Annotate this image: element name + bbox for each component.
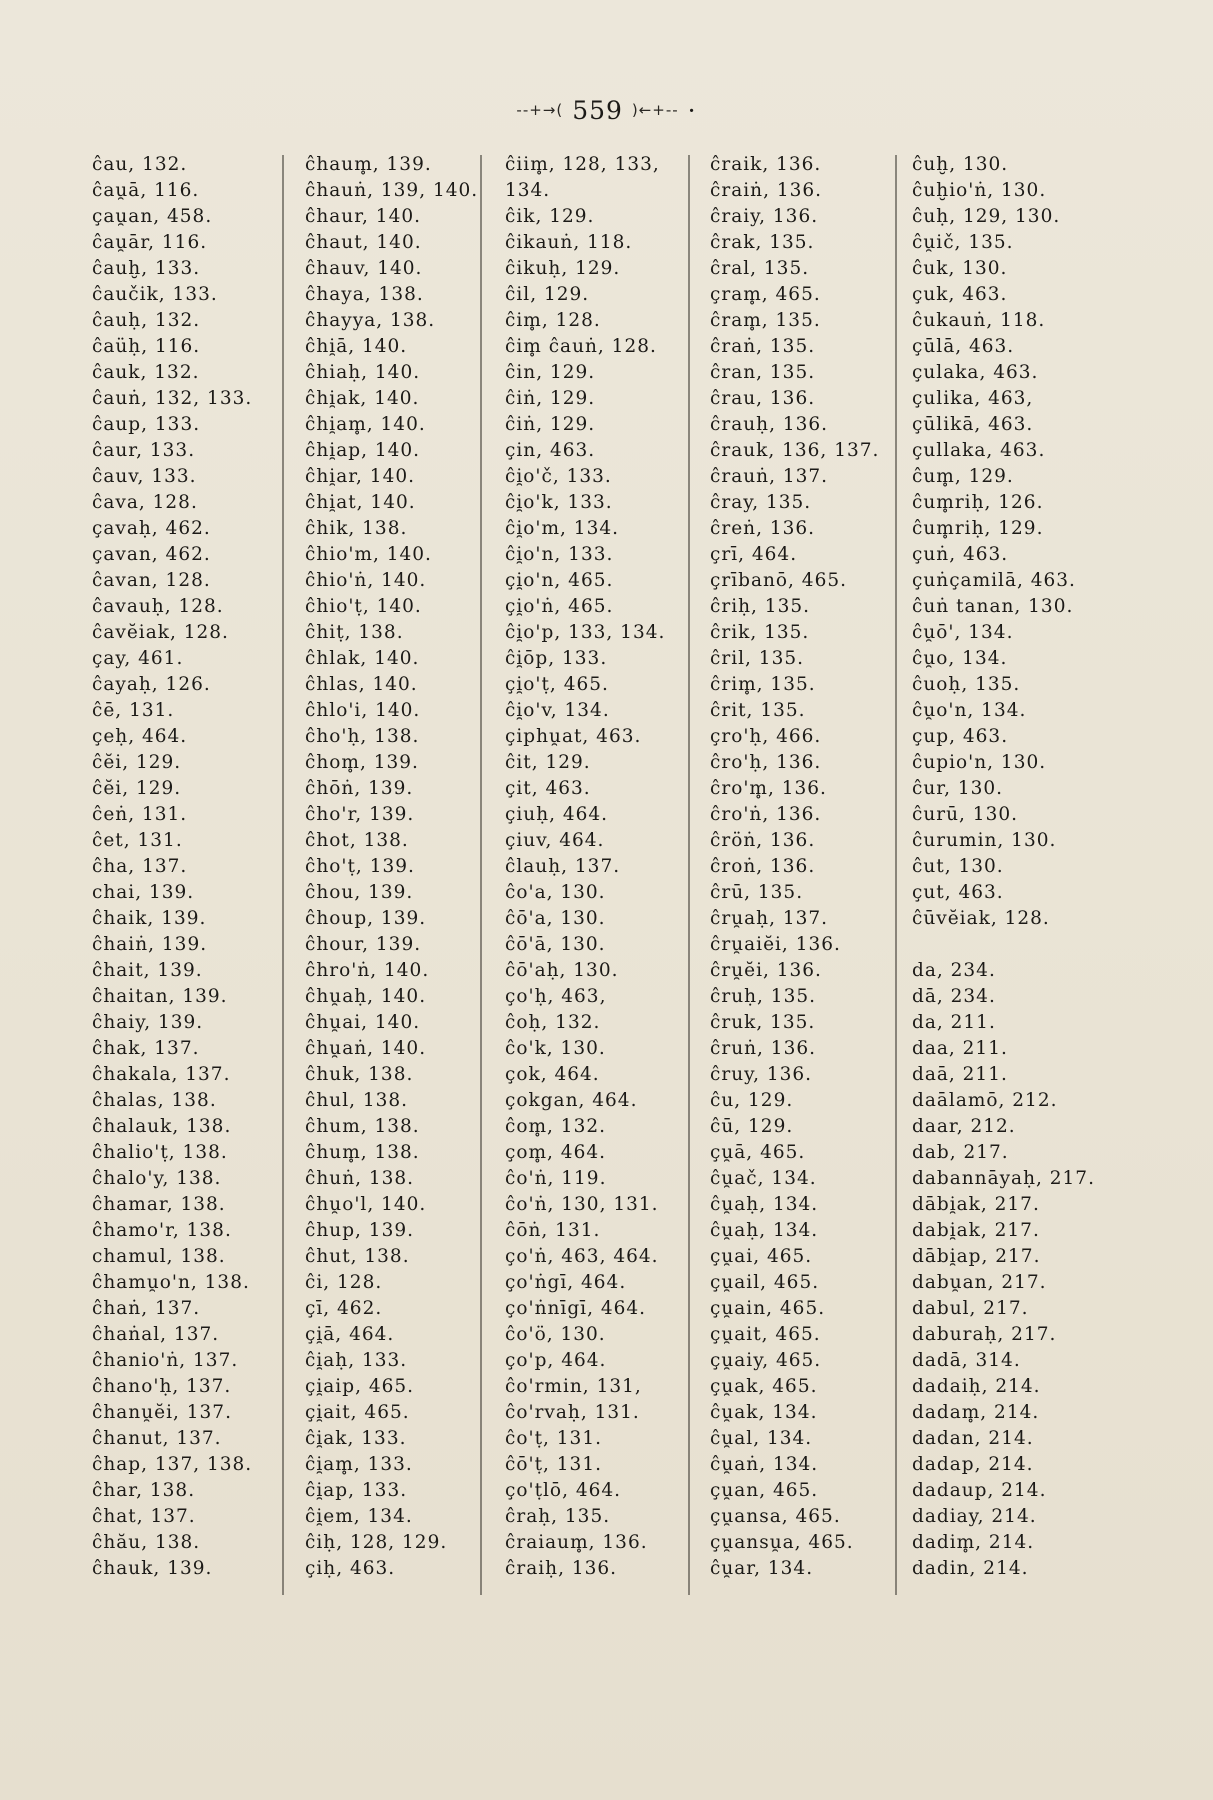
index-entry: ĉhat, 137. bbox=[92, 1506, 196, 1527]
index-entry: ĉhup, 139. bbox=[305, 1220, 414, 1241]
index-entry: ĉroṅ, 136. bbox=[710, 856, 816, 877]
index-entry: çiuḥ, 464. bbox=[505, 804, 609, 825]
index-entry: ĉhauk, 139. bbox=[92, 1558, 213, 1579]
index-entry: ĉu̯ak, 134. bbox=[710, 1402, 818, 1423]
index-entry: çu̯aiy, 465. bbox=[710, 1350, 822, 1371]
column-divider-2 bbox=[480, 155, 482, 1595]
index-entry: ĉhaut, 140. bbox=[305, 232, 422, 253]
index-entry: ĉil, 129. bbox=[505, 284, 590, 305]
index-entry: ĉūvĕiak, 128. bbox=[912, 908, 1050, 929]
index-entry: ĉhlas, 140. bbox=[305, 674, 418, 695]
index-entry: ĉraṅ, 135. bbox=[710, 336, 816, 357]
index-entry: çu̯ansa, 465. bbox=[710, 1506, 841, 1527]
index-entry: çu̯ā, 465. bbox=[710, 1142, 806, 1163]
index-entry: ço'ṅnīgī, 464. bbox=[505, 1298, 647, 1319]
index-entry: ĉhik, 138. bbox=[305, 518, 408, 539]
index-entry: da, 234. bbox=[912, 960, 996, 981]
index-entry: çrī, 464. bbox=[710, 544, 798, 565]
index-entry: dab, 217. bbox=[912, 1142, 1009, 1163]
index-entry: 134. bbox=[505, 180, 551, 201]
index-entry: dābi̯ak, 217. bbox=[912, 1194, 1040, 1215]
index-entry: çi̯o'ṅ, 465. bbox=[505, 596, 614, 617]
index-entry: çiphu̯at, 463. bbox=[505, 726, 642, 747]
index-entry: ço'ṅ, 463, 464. bbox=[505, 1246, 659, 1267]
index-entry: çi̯o'ṭ, 465. bbox=[505, 674, 609, 695]
index-entry: ĉauḥ, 132. bbox=[92, 310, 201, 331]
index-entry: ĉru̯ĕi, 136. bbox=[710, 960, 822, 981]
index-entry: ĉo'rmin, 131, bbox=[505, 1376, 642, 1397]
index-entry: ĉiḥ, 128, 129. bbox=[305, 1532, 448, 1553]
index-entry: ĉrak, 135. bbox=[710, 232, 815, 253]
index-entry: ĉhut, 138. bbox=[305, 1246, 410, 1267]
index-entry: dabi̯ak, 217. bbox=[912, 1220, 1040, 1241]
index-entry: ĉayaḥ, 126. bbox=[92, 674, 211, 695]
index-entry: ĉran, 135. bbox=[710, 362, 816, 383]
index-entry: ĉhaiy, 139. bbox=[92, 1012, 204, 1033]
index-entry: ĉhu̯o'l, 140. bbox=[305, 1194, 427, 1215]
index-entry: ĉut, 130. bbox=[912, 856, 1004, 877]
index-entry: ĉhaum̥, 139. bbox=[305, 154, 432, 175]
index-entry: dabu̯an, 217. bbox=[912, 1272, 1047, 1293]
index-entry: çay, 461. bbox=[92, 648, 184, 669]
index-entry: ĉo'k, 130. bbox=[505, 1038, 606, 1059]
index-entry: dābi̯ap, 217. bbox=[912, 1246, 1041, 1267]
index-entry: ĉi̯ak, 133. bbox=[305, 1428, 407, 1449]
index-entry: daā, 211. bbox=[912, 1064, 1008, 1085]
index-entry: ĉhum, 138. bbox=[305, 1116, 420, 1137]
index-entry: ĉhanio'ṅ, 137. bbox=[92, 1350, 239, 1371]
index-entry: da, 211. bbox=[912, 1012, 996, 1033]
index-entry: ĉu̯o, 134. bbox=[912, 648, 1008, 669]
index-entry: ĉro'm̥, 136. bbox=[710, 778, 827, 799]
index-column-5 bbox=[912, 152, 1095, 1582]
index-entry: ĉim̥, 128. bbox=[505, 310, 601, 331]
index-entry: ço'p, 464. bbox=[505, 1350, 607, 1371]
index-entry: ĉaüḥ, 116. bbox=[92, 336, 201, 357]
index-entry: ĉavan, 128. bbox=[92, 570, 211, 591]
index-entry: ĉu̯ač, 134. bbox=[710, 1168, 817, 1189]
index-entry: dadaup, 214. bbox=[912, 1480, 1047, 1501]
index-entry: ĉuoḥ, 135. bbox=[912, 674, 1021, 695]
index-entry: çeḥ, 464. bbox=[92, 726, 188, 747]
index-entry: ĉu̯ar, 134. bbox=[710, 1558, 814, 1579]
index-entry: çulaka, 463. bbox=[912, 362, 1039, 383]
index-entry: ĉau̯ā, 116. bbox=[92, 180, 200, 201]
index-entry: ĉrauk, 136, 137. bbox=[710, 440, 880, 461]
index-entry: ĉu̯aḥ, 134. bbox=[710, 1220, 819, 1241]
index-entry: çiuv, 464. bbox=[505, 830, 605, 851]
index-entry: ĉraiḥ, 136. bbox=[505, 1558, 618, 1579]
index-entry: ĉo'ö, 130. bbox=[505, 1324, 606, 1345]
index-entry: ĉi̯ōp, 133. bbox=[505, 648, 608, 669]
index-entry: ĉhalo'y, 138. bbox=[92, 1168, 222, 1189]
index-entry: ĉau̯ār, 116. bbox=[92, 232, 208, 253]
index-entry: ĉrit, 135. bbox=[710, 700, 806, 721]
index-entry: daa, 211. bbox=[912, 1038, 1008, 1059]
index-entry: ĉum̥riḥ, 126. bbox=[912, 492, 1044, 513]
index-entry: ĉhi̯ap, 140. bbox=[305, 440, 421, 461]
index-entry: çūlā, 463. bbox=[912, 336, 1015, 357]
index-entry: ĉava, 128. bbox=[92, 492, 198, 513]
index-entry: ĉray, 135. bbox=[710, 492, 812, 513]
index-entry: ĉhaitan, 139. bbox=[92, 986, 228, 1007]
index-entry: çī, 462. bbox=[305, 1298, 383, 1319]
index-entry: çuṅçamilā, 463. bbox=[912, 570, 1076, 591]
index-entry: dabannāyaḥ, 217. bbox=[912, 1168, 1095, 1189]
index-entry: ĉhamar, 138. bbox=[92, 1194, 226, 1215]
index-entry: çu̯ail, 465. bbox=[710, 1272, 820, 1293]
index-entry: ĉauv, 133. bbox=[92, 466, 197, 487]
index-entry: ĉhio'ṭ, 140. bbox=[305, 596, 422, 617]
index-entry: ĉi, 128. bbox=[305, 1272, 383, 1293]
index-entry: ĉōṅ, 131. bbox=[505, 1220, 601, 1241]
index-entry: ĉupio'n, 130. bbox=[912, 752, 1047, 773]
column-divider-1 bbox=[282, 155, 284, 1595]
index-entry: çrībanō, 465. bbox=[710, 570, 847, 591]
index-entry: ĉi̯o'č, 133. bbox=[505, 466, 612, 487]
index-entry: ĉruḥ, 135. bbox=[710, 986, 816, 1007]
index-entry: ĉrim̥, 135. bbox=[710, 674, 816, 695]
index-entry: ĉhak, 137. bbox=[92, 1038, 200, 1059]
index-entry: ĉriḥ, 135. bbox=[710, 596, 810, 617]
index-entry: dadiay, 214. bbox=[912, 1506, 1037, 1527]
index-entry: çit, 463. bbox=[505, 778, 591, 799]
left-ornament: --+→( bbox=[516, 101, 564, 119]
index-entry: ĉha, 137. bbox=[92, 856, 188, 877]
page-number: 559 bbox=[572, 96, 623, 125]
index-entry: dabul, 217. bbox=[912, 1298, 1029, 1319]
page-header bbox=[0, 96, 1213, 125]
index-entry: çuṅ, 463. bbox=[912, 544, 1009, 565]
index-entry: ĉhi̯am̥, 140. bbox=[305, 414, 426, 435]
index-entry: çom̥, 464. bbox=[505, 1142, 606, 1163]
index-entry: ĉhro'ṅ, 140. bbox=[305, 960, 430, 981]
index-entry: ĉhauv, 140. bbox=[305, 258, 423, 279]
index-entry: ĉhom̥, 139. bbox=[305, 752, 419, 773]
index-entry: çro'ḥ, 466. bbox=[710, 726, 822, 747]
index-entry: ĉhalas, 138. bbox=[92, 1090, 217, 1111]
index-entry: ĉröṅ, 136. bbox=[710, 830, 816, 851]
header-dot: · bbox=[687, 96, 697, 125]
index-entry: ĉo'a, 130. bbox=[505, 882, 606, 903]
index-entry: ĉu̯o'n, 134. bbox=[912, 700, 1027, 721]
index-entry: çu̯an, 465. bbox=[710, 1480, 819, 1501]
index-entry: ĉurumin, 130. bbox=[912, 830, 1057, 851]
index-entry: ĉhlo'i, 140. bbox=[305, 700, 421, 721]
index-entry: ĉhău, 138. bbox=[92, 1532, 201, 1553]
index-entry: ĉhaṅ, 137. bbox=[92, 1298, 201, 1319]
index-column-2 bbox=[305, 152, 478, 1582]
index-entry: ĉrik, 135. bbox=[710, 622, 810, 643]
column-divider-4 bbox=[895, 155, 897, 1595]
index-entry: ĉrau, 136. bbox=[710, 388, 816, 409]
index-entry: ĉhio'ṅ, 140. bbox=[305, 570, 427, 591]
index-entry: ĉuḫ, 130. bbox=[912, 154, 1009, 175]
index-entry: ĉraḥ, 135. bbox=[505, 1506, 611, 1527]
index-entry: dadap, 214. bbox=[912, 1454, 1034, 1475]
index-entry: ĉhlak, 140. bbox=[305, 648, 420, 669]
right-ornament: )←+-- bbox=[631, 101, 679, 119]
index-entry: ço'ṅgī, 464. bbox=[505, 1272, 627, 1293]
index-entry: çu̯ain, 465. bbox=[710, 1298, 826, 1319]
index-entry: dadā, 314. bbox=[912, 1350, 1021, 1371]
index-entry: ĉhayya, 138. bbox=[305, 310, 436, 331]
index-entry: ĉuḥ, 129, 130. bbox=[912, 206, 1061, 227]
index-entry: ĉhu̯ai, 140. bbox=[305, 1012, 421, 1033]
index-entry: ĉhōṅ, 139. bbox=[305, 778, 414, 799]
index-entry: dadam̥, 214. bbox=[912, 1402, 1040, 1423]
index-entry: ĉit, 129. bbox=[505, 752, 591, 773]
index-entry: ĉreṅ, 136. bbox=[710, 518, 816, 539]
index-entry: çup, 463. bbox=[912, 726, 1009, 747]
index-entry: ĉi̯o'p, 133, 134. bbox=[505, 622, 666, 643]
index-entry: ĉu̯aḥ, 134. bbox=[710, 1194, 819, 1215]
index-entry: ĉi̯o'n, 133. bbox=[505, 544, 614, 565]
index-entry: ĉō'ā, 130. bbox=[505, 934, 606, 955]
index-entry: ĉo'ṭ, 131. bbox=[505, 1428, 602, 1449]
index-entry: çi̯ait, 465. bbox=[305, 1402, 410, 1423]
index-entry: çavaḥ, 462. bbox=[92, 518, 211, 539]
index-entry: ĉhio'm, 140. bbox=[305, 544, 432, 565]
index-entry: ĉavauḥ, 128. bbox=[92, 596, 224, 617]
index-entry: çūlikā, 463. bbox=[912, 414, 1034, 435]
index-entry: ĉhanut, 137. bbox=[92, 1428, 222, 1449]
index-entry: ĉho'ḥ, 138. bbox=[305, 726, 420, 747]
index-entry: ĉi̯o'v, 134. bbox=[505, 700, 610, 721]
index-entry: ĉo'ṅ, 130, 131. bbox=[505, 1194, 659, 1215]
index-entry: ĉruṅ, 136. bbox=[710, 1038, 816, 1059]
index-entry: ĉiṅ, 129. bbox=[505, 388, 596, 409]
index-entry: ĉū, 129. bbox=[710, 1116, 794, 1137]
index-entry: ĉu, 129. bbox=[710, 1090, 794, 1111]
index-entry: ĉuṅ tanan, 130. bbox=[912, 596, 1074, 617]
index-entry: ĉu̯ō', 134. bbox=[912, 622, 1014, 643]
index-entry: ĉhuṅ, 138. bbox=[305, 1168, 415, 1189]
index-entry: çavan, 462. bbox=[92, 544, 211, 565]
index-entry: ĉhamu̯o'n, 138. bbox=[92, 1272, 250, 1293]
index-entry: ĉum̥, 129. bbox=[912, 466, 1014, 487]
index-entry: çu̯ai, 465. bbox=[710, 1246, 813, 1267]
index-entry: ĉrauṅ, 137. bbox=[710, 466, 829, 487]
index-entry: dadin, 214. bbox=[912, 1558, 1029, 1579]
index-entry: ĉet, 131. bbox=[92, 830, 183, 851]
index-entry: daar, 212. bbox=[912, 1116, 1016, 1137]
index-entry: dā, 234. bbox=[912, 986, 996, 1007]
index-entry: ĉhalauk, 138. bbox=[92, 1116, 232, 1137]
index-entry: ĉaur, 133. bbox=[92, 440, 196, 461]
index-entry: ĉo'rvaḥ, 131. bbox=[505, 1402, 640, 1423]
index-entry: ĉu̯ič, 135. bbox=[912, 232, 1014, 253]
index-entry: ĉhi̯ak, 140. bbox=[305, 388, 420, 409]
index-entry: ĉho'r, 139. bbox=[305, 804, 415, 825]
column-divider-3 bbox=[688, 155, 690, 1595]
index-entry: ĉraiṅ, 136. bbox=[710, 180, 823, 201]
index-entry: ĉi̯em, 134. bbox=[305, 1506, 413, 1527]
index-entry: ço'ṭlō, 464. bbox=[505, 1480, 622, 1501]
index-entry: ĉhiaḥ, 140. bbox=[305, 362, 421, 383]
index-entry: ĉhu̯aṅ, 140. bbox=[305, 1038, 427, 1059]
index-entry: ĉo'ṅ, 119. bbox=[505, 1168, 607, 1189]
index-entry: ĉu̯al, 134. bbox=[710, 1428, 813, 1449]
index-entry: ĉi̯ap, 133. bbox=[305, 1480, 408, 1501]
index-entry: ĉruy, 136. bbox=[710, 1064, 813, 1085]
index-entry: ĉram̥, 135. bbox=[710, 310, 821, 331]
index-entry: ĉhour, 139. bbox=[305, 934, 422, 955]
index-entry: ĉi̯o'm, 134. bbox=[505, 518, 619, 539]
index-entry: ĉhano'ḥ, 137. bbox=[92, 1376, 232, 1397]
index-entry: ĉim̥ ĉauṅ, 128. bbox=[505, 336, 657, 357]
index-entry: ĉhou, 139. bbox=[305, 882, 414, 903]
index-entry: ĉoḥ, 132. bbox=[505, 1012, 601, 1033]
index-entry: çuk, 463. bbox=[912, 284, 1008, 305]
index-entry: çiḥ, 463. bbox=[305, 1558, 396, 1579]
index-entry: ĉĕi, 129. bbox=[92, 778, 182, 799]
index-entry: ĉhar, 138. bbox=[92, 1480, 196, 1501]
index-entry: ĉhoup, 139. bbox=[305, 908, 427, 929]
index-entry: ĉauṅ, 132, 133. bbox=[92, 388, 253, 409]
index-entry: ĉru̯aiĕi, 136. bbox=[710, 934, 841, 955]
index-entry: ĉhalio'ṭ, 138. bbox=[92, 1142, 228, 1163]
index-entry: ĉikuḥ, 129. bbox=[505, 258, 621, 279]
index-entry: ĉhaya, 138. bbox=[305, 284, 424, 305]
index-entry: ĉeṅ, 131. bbox=[92, 804, 188, 825]
index-entry: chai, 139. bbox=[92, 882, 195, 903]
index-entry: ĉavĕiak, 128. bbox=[92, 622, 229, 643]
index-entry: ĉhi̯ar, 140. bbox=[305, 466, 415, 487]
index-entry: çi̯ā, 464. bbox=[305, 1324, 395, 1345]
index-entry: ĉraiaum̥, 136. bbox=[505, 1532, 648, 1553]
index-entry: dadim̥, 214. bbox=[912, 1532, 1035, 1553]
index-entry: ĉhuk, 138. bbox=[305, 1064, 414, 1085]
index-entry: çram̥, 465. bbox=[710, 284, 821, 305]
index-entry: ĉhum̥, 138. bbox=[305, 1142, 420, 1163]
index-entry: ĉhaiṅ, 139. bbox=[92, 934, 208, 955]
index-entry: ĉhait, 139. bbox=[92, 960, 203, 981]
index-entry: ĉik, 129. bbox=[505, 206, 595, 227]
index-entry: ĉral, 135. bbox=[710, 258, 810, 279]
index-entry: daburaḥ, 217. bbox=[912, 1324, 1057, 1345]
index-entry: ĉē, 131. bbox=[92, 700, 175, 721]
index-entry: ĉauḫ, 133. bbox=[92, 258, 201, 279]
index-entry: ço'ḥ, 463, bbox=[505, 986, 607, 1007]
index-entry: çok, 464. bbox=[505, 1064, 600, 1085]
index-entry: ĉi̯o'k, 133. bbox=[505, 492, 613, 513]
index-entry: ĉum̥riḥ, 129. bbox=[912, 518, 1044, 539]
index-entry: dadaiḥ, 214. bbox=[912, 1376, 1041, 1397]
index-entry: ĉhakala, 137. bbox=[92, 1064, 231, 1085]
index-entry: ĉrū, 135. bbox=[710, 882, 804, 903]
index-entry: ĉukauṅ, 118. bbox=[912, 310, 1046, 331]
index-entry: ĉrauḥ, 136. bbox=[710, 414, 829, 435]
index-entry: ĉuk, 130. bbox=[912, 258, 1008, 279]
index-entry: chamul, 138. bbox=[92, 1246, 226, 1267]
index-entry: ĉraiy, 136. bbox=[710, 206, 819, 227]
index-entry: ĉruk, 135. bbox=[710, 1012, 816, 1033]
index-entry: çu̯ansu̯a, 465. bbox=[710, 1532, 854, 1553]
index-entry: ĉiim̥, 128, 133, bbox=[505, 154, 660, 175]
index-entry: ĉaup, 133. bbox=[92, 414, 201, 435]
index-entry: ĉin, 129. bbox=[505, 362, 596, 383]
index-entry bbox=[912, 932, 1095, 958]
index-entry: ĉu̯aṅ, 134. bbox=[710, 1454, 819, 1475]
index-entry: ĉō'ṭ, 131. bbox=[505, 1454, 602, 1475]
index-entry: dadan, 214. bbox=[912, 1428, 1034, 1449]
index-entry: ĉhi̯at, 140. bbox=[305, 492, 416, 513]
index-entry: ĉĕi, 129. bbox=[92, 752, 182, 773]
index-entry: ĉaučik, 133. bbox=[92, 284, 218, 305]
index-entry: çu̯ait, 465. bbox=[710, 1324, 821, 1345]
index-entry: daālamō, 212. bbox=[912, 1090, 1058, 1111]
index-entry: ĉhamo'r, 138. bbox=[92, 1220, 232, 1241]
index-entry: ĉhul, 138. bbox=[305, 1090, 409, 1111]
index-column-1 bbox=[92, 152, 252, 1582]
index-entry: ĉril, 135. bbox=[710, 648, 804, 669]
index-entry: ĉho'ṭ, 139. bbox=[305, 856, 415, 877]
index-column-3 bbox=[505, 152, 665, 1582]
index-entry: ĉhanu̯ĕi, 137. bbox=[92, 1402, 232, 1423]
index-entry: çulika, 463, bbox=[912, 388, 1034, 409]
index-entry: ĉhiṭ, 138. bbox=[305, 622, 404, 643]
index-entry: ĉom̥, 132. bbox=[505, 1116, 606, 1137]
index-entry: ĉi̯aḥ, 133. bbox=[305, 1350, 408, 1371]
index-entry: ĉō'aḥ, 130. bbox=[505, 960, 619, 981]
index-entry: ĉhauṅ, 139, 140. bbox=[305, 180, 479, 201]
index-entry: çullaka, 463. bbox=[912, 440, 1046, 461]
index-entry: ĉur, 130. bbox=[912, 778, 1004, 799]
index-entry: ĉhap, 137, 138. bbox=[92, 1454, 253, 1475]
index-entry: ĉru̯aḥ, 137. bbox=[710, 908, 829, 929]
index-entry: çi̯aip, 465. bbox=[305, 1376, 415, 1397]
index-entry: ĉhaur, 140. bbox=[305, 206, 421, 227]
index-entry: ĉauk, 132. bbox=[92, 362, 200, 383]
index-entry: ĉhaṅal, 137. bbox=[92, 1324, 220, 1345]
index-entry: çokgan, 464. bbox=[505, 1090, 638, 1111]
index-column-4 bbox=[710, 152, 879, 1582]
index-entry: ĉurū, 130. bbox=[912, 804, 1018, 825]
index-entry: ĉro'ṅ, 136. bbox=[710, 804, 822, 825]
index-entry: ĉhot, 138. bbox=[305, 830, 409, 851]
index-entry: çi̯o'n, 465. bbox=[505, 570, 614, 591]
index-entry: çu̯ak, 465. bbox=[710, 1376, 818, 1397]
index-entry: ĉau, 132. bbox=[92, 154, 188, 175]
index-entry: ĉi̯am̥, 133. bbox=[305, 1454, 413, 1475]
index-entry: çut, 463. bbox=[912, 882, 1004, 903]
index-entry: ĉlauḥ, 137. bbox=[505, 856, 621, 877]
index-entry: ĉro'ḥ, 136. bbox=[710, 752, 822, 773]
index-entry: ĉikauṅ, 118. bbox=[505, 232, 633, 253]
index-entry: ĉhu̯aḥ, 140. bbox=[305, 986, 427, 1007]
index-entry: çin, 463. bbox=[505, 440, 596, 461]
index-entry: ĉhaik, 139. bbox=[92, 908, 207, 929]
index-entry: ĉuḫio'ṅ, 130. bbox=[912, 180, 1047, 201]
index-entry: ĉhi̯ā, 140. bbox=[305, 336, 408, 357]
index-entry: ĉiṅ, 129. bbox=[505, 414, 596, 435]
index-entry: çau̯an, 458. bbox=[92, 206, 213, 227]
index-entry: ĉō'a, 130. bbox=[505, 908, 606, 929]
index-entry: ĉraik, 136. bbox=[710, 154, 822, 175]
